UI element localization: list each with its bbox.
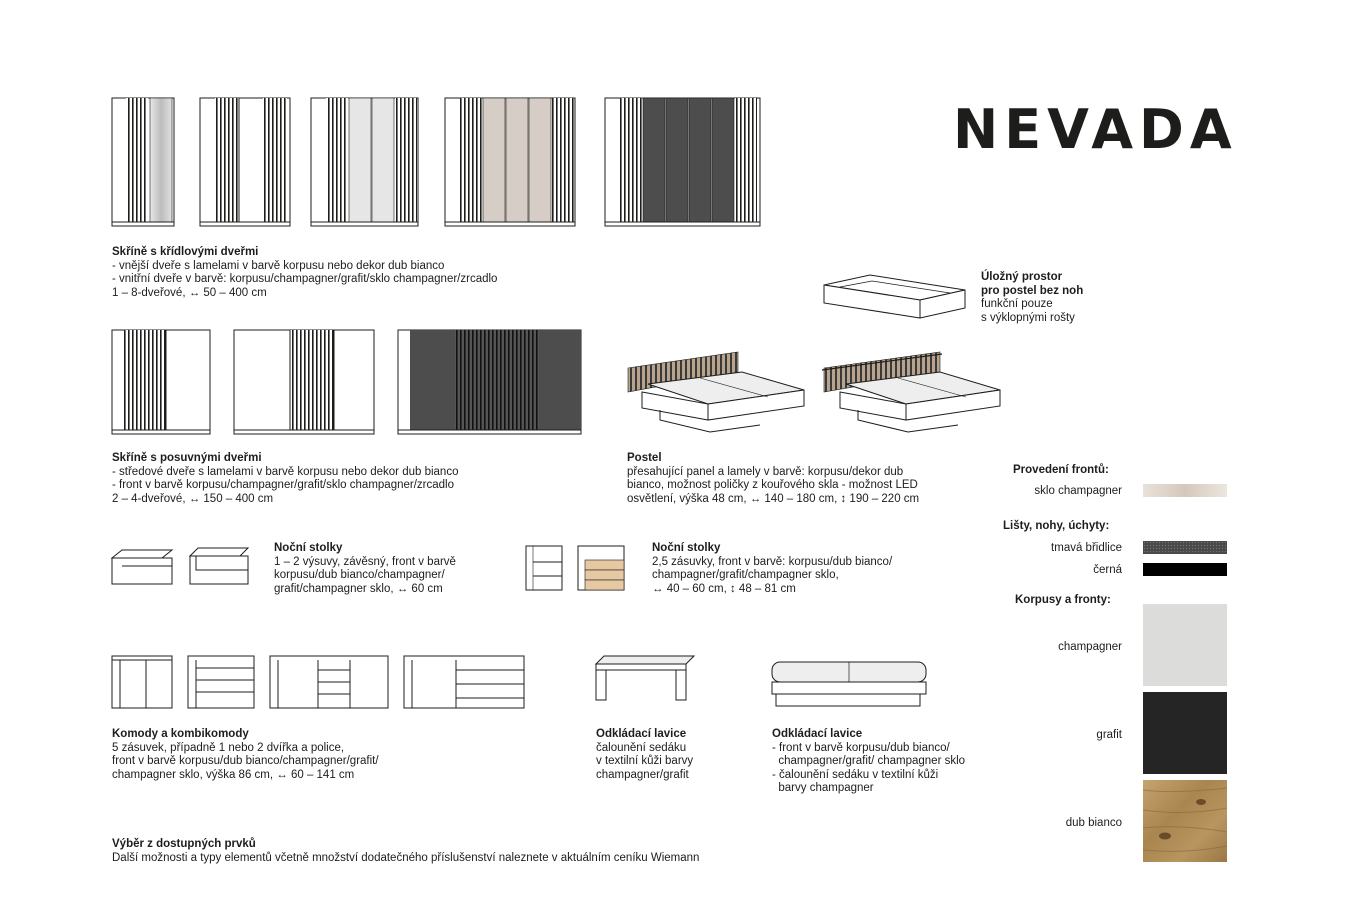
nightstands-1-title: Noční stolky bbox=[274, 542, 343, 554]
bed-2-drawing bbox=[822, 352, 1000, 432]
nightstands-2-line: ↔ 40 – 60 cm, ↕ 48 – 81 cm bbox=[652, 582, 796, 595]
nightstands-2-line: champagner/grafit/champagner sklo, bbox=[652, 569, 839, 581]
bench-2-drawing bbox=[772, 662, 926, 706]
bench-1-line: čalounění sedáku bbox=[596, 741, 687, 754]
finish-swatch-cerna bbox=[1143, 563, 1227, 576]
bench-1-line: champagner/grafit bbox=[596, 768, 689, 781]
commode-3 bbox=[270, 656, 388, 708]
wardrobe-sliding-title: Skříně s posuvnými dveřmi bbox=[112, 452, 262, 464]
wardrobe-sliding-line: - středové dveře s lamelami v barvě korpusu nebo dekor dub bianco bbox=[112, 465, 459, 478]
footer bbox=[112, 838, 699, 865]
bed-line: přesahující panel a lamely v barvě: korpusu/dekor dub bbox=[627, 465, 904, 478]
storage-title-line: pro postel bez noh bbox=[981, 284, 1084, 297]
wardrobe-sliding-3 bbox=[398, 330, 581, 434]
finish-label: tmavá břidlice bbox=[1051, 542, 1122, 554]
nightstands-1-line: korpusu/dub bianco/champagner/ bbox=[274, 569, 445, 581]
commode-2 bbox=[188, 656, 254, 708]
wardrobe-hinged-4 bbox=[445, 98, 575, 226]
bed-1-drawing bbox=[628, 352, 804, 432]
bench-2-text bbox=[772, 728, 965, 796]
bed-line: bianco, možnost poličky z kouřového skla - možnost LED bbox=[627, 479, 918, 491]
finish-swatch-sklo-champagner bbox=[1143, 484, 1227, 497]
commode-4 bbox=[404, 656, 524, 708]
wardrobe-sliding-line: 2 – 4-dveřové, ↔ 150 – 400 cm bbox=[112, 492, 274, 505]
wardrobe-hinged-3 bbox=[311, 98, 418, 226]
bed-title: Postel bbox=[627, 452, 662, 464]
nightstand-hanging-2 bbox=[190, 548, 248, 584]
commodes-text bbox=[112, 728, 379, 782]
brand-title: NEVADA bbox=[953, 98, 1238, 161]
nightstands-2-title: Noční stolky bbox=[652, 542, 721, 554]
trims-heading: Lišty, nohy, úchyty: bbox=[1003, 520, 1110, 532]
wardrobe-hinged-line: - vnitřní dveře v barvě: korpusu/champagner/grafit/sklo champagner/zrcadlo bbox=[112, 273, 498, 285]
wardrobe-sliding-2 bbox=[234, 330, 374, 434]
commodes-line: front v barvě korpusu/dub bianco/champagner/grafit/ bbox=[112, 755, 379, 767]
commodes-line: champagner sklo, výška 86 cm, ↔ 60 – 141 cm bbox=[112, 768, 355, 781]
bed-text bbox=[627, 452, 919, 506]
finish-label: champagner bbox=[1058, 641, 1122, 653]
oak-grain-texture bbox=[1143, 780, 1227, 862]
bench-1-title: Odkládací lavice bbox=[596, 728, 687, 740]
storage-line: funkční pouze bbox=[981, 298, 1053, 310]
storage-drawer-drawing bbox=[824, 275, 965, 318]
nightstand-hanging-1 bbox=[112, 550, 172, 584]
wardrobe-hinged-5 bbox=[605, 98, 760, 226]
storage-text bbox=[981, 271, 1083, 325]
nightstand-drawers-2 bbox=[578, 546, 624, 590]
bench-2-line: - front v barvě korpusu/dub bianco/ bbox=[772, 741, 950, 754]
wardrobe-hinged-2 bbox=[200, 98, 290, 226]
finish-swatch-dub-bianco bbox=[1143, 780, 1227, 862]
finish-label: sklo champagner bbox=[1034, 485, 1122, 497]
nightstands-2-text bbox=[652, 542, 892, 596]
wardrobe-hinged-text bbox=[112, 246, 497, 300]
finish-swatch-champagner bbox=[1143, 604, 1227, 686]
nightstand-drawers-1 bbox=[526, 546, 562, 590]
fronts-heading: Provedení frontů: bbox=[1013, 464, 1109, 476]
bench-2-title: Odkládací lavice bbox=[772, 728, 863, 740]
storage-title-line: Úložný prostor bbox=[981, 271, 1063, 283]
footer-title: Výběr z dostupných prvků bbox=[112, 838, 256, 850]
finish-label: dub bianco bbox=[1065, 817, 1122, 829]
bed-line: osvětlení, výška 48 cm, ↔ 140 – 180 cm, ↕ 190 – 220 cm bbox=[627, 492, 920, 505]
footer-text: Další možnosti a typy elementů včetně množství dodatečného příslušenství naleznete v aktuálním ceníku Wiemann bbox=[112, 851, 700, 864]
commodes-title: Komody a kombikomody bbox=[112, 728, 249, 740]
nightstands-2-line: 2,5 zásuvky, front v barvě: korpusu/dub bianco/ bbox=[652, 555, 893, 568]
bench-2-line: - čalounění sedáku v textilní kůži bbox=[772, 768, 939, 781]
bench-1-line: v textilní kůži barvy bbox=[596, 755, 694, 767]
wardrobe-hinged-line: - vnější dveře s lamelami v barvě korpusu nebo dekor dub bianco bbox=[112, 259, 445, 272]
commode-1 bbox=[112, 656, 172, 708]
bench-1-text bbox=[596, 728, 693, 782]
commodes-line: 5 zásuvek, případně 1 nebo 2 dvířka a police, bbox=[112, 741, 345, 754]
nightstands-1-line: grafit/champagner sklo, ↔ 60 cm bbox=[274, 582, 443, 595]
wardrobe-hinged-line: 1 – 8-dveřové, ↔ 50 – 400 cm bbox=[112, 286, 267, 299]
nightstands-1-text bbox=[274, 542, 456, 596]
finish-swatch-tmava-bridlice bbox=[1143, 541, 1227, 554]
bench-2-line: barvy champagner bbox=[772, 782, 874, 794]
wardrobe-hinged-title: Skříně s křídlovými dveřmi bbox=[112, 246, 259, 258]
bodies-heading: Korpusy a fronty: bbox=[1015, 594, 1111, 606]
storage-line: s výklopnými rošty bbox=[981, 311, 1075, 324]
wardrobe-hinged-1 bbox=[112, 98, 174, 226]
wardrobe-sliding-line: - front v barvě korpusu/champagner/grafit/sklo champagner/zrcadlo bbox=[112, 479, 454, 491]
nightstands-1-line: 1 – 2 výsuvy, závěsný, front v barvě bbox=[274, 555, 456, 568]
finish-label: černá bbox=[1093, 564, 1122, 576]
bench-1-drawing bbox=[596, 656, 694, 700]
finish-label: grafit bbox=[1096, 729, 1122, 741]
finish-swatch-grafit bbox=[1143, 692, 1227, 774]
wardrobe-sliding-1 bbox=[112, 330, 210, 434]
wardrobe-sliding-text bbox=[112, 452, 458, 506]
bench-2-line: champagner/grafit/ champagner sklo bbox=[772, 755, 966, 767]
